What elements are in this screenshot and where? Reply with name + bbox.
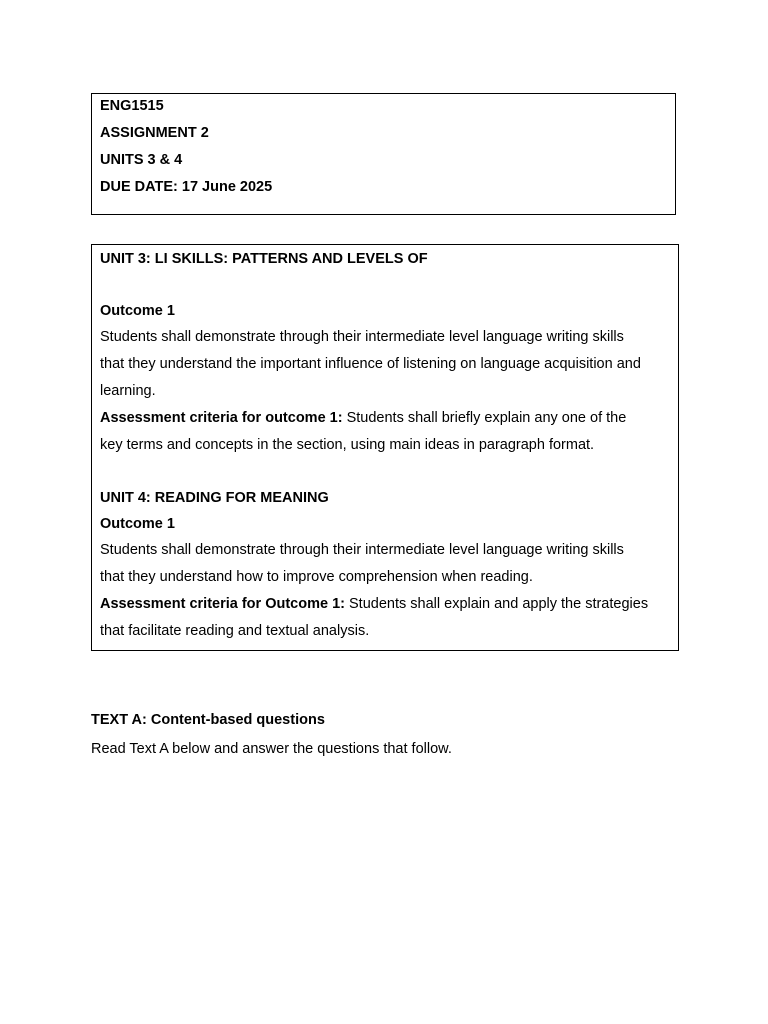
- unit4-outcome-label: Outcome 1: [100, 516, 175, 532]
- units-label: UNITS 3 & 4: [100, 152, 183, 168]
- unit3-outcome-text-line: that they understand the important influence of listening on language acquisition and: [100, 356, 641, 372]
- text-a-heading: TEXT A: Content-based questions: [91, 712, 325, 728]
- unit4-title: UNIT 4: READING FOR MEANING: [100, 490, 329, 506]
- spacer: [100, 459, 670, 485]
- unit3-criteria-line: [100, 405, 670, 432]
- unit4-criteria-label: Assessment criteria for Outcome 1:: [100, 596, 345, 612]
- due-date: DUE DATE: 17 June 2025: [100, 179, 273, 195]
- unit4-criteria-text: Students shall explain and apply the strategies: [344, 596, 649, 612]
- unit3-criteria-text-line: key terms and concepts in the section, using main ideas in paragraph format.: [100, 437, 595, 453]
- assignment-header-box: [91, 93, 676, 215]
- unit3-title: UNIT 3: LI SKILLS: PATTERNS AND LEVELS OF: [100, 251, 428, 267]
- unit3-outcome-text-line: learning.: [100, 383, 156, 399]
- unit3-outcome-label: Outcome 1: [100, 303, 175, 319]
- unit3-criteria-text: Students shall briefly explain any one of the: [342, 410, 627, 426]
- outcomes-box: [91, 244, 679, 651]
- unit4-outcome-text-line: that they understand how to improve comprehension when reading.: [100, 569, 533, 585]
- unit4-criteria-text-line: that facilitate reading and textual analysis.: [100, 623, 370, 639]
- unit3-outcome-text-line: Students shall demonstrate through their intermediate level language writing skills: [100, 329, 624, 345]
- unit4-outcome-text-line: Students shall demonstrate through their intermediate level language writing skills: [100, 542, 624, 558]
- assignment-number: ASSIGNMENT 2: [100, 125, 209, 141]
- unit3-criteria-label: Assessment criteria for outcome 1:: [100, 410, 343, 426]
- unit4-criteria-line: [100, 591, 670, 618]
- spacer: [100, 272, 670, 298]
- course-code: ENG1515: [100, 98, 164, 114]
- text-a-instruction: Read Text A below and answer the questions that follow.: [91, 741, 452, 757]
